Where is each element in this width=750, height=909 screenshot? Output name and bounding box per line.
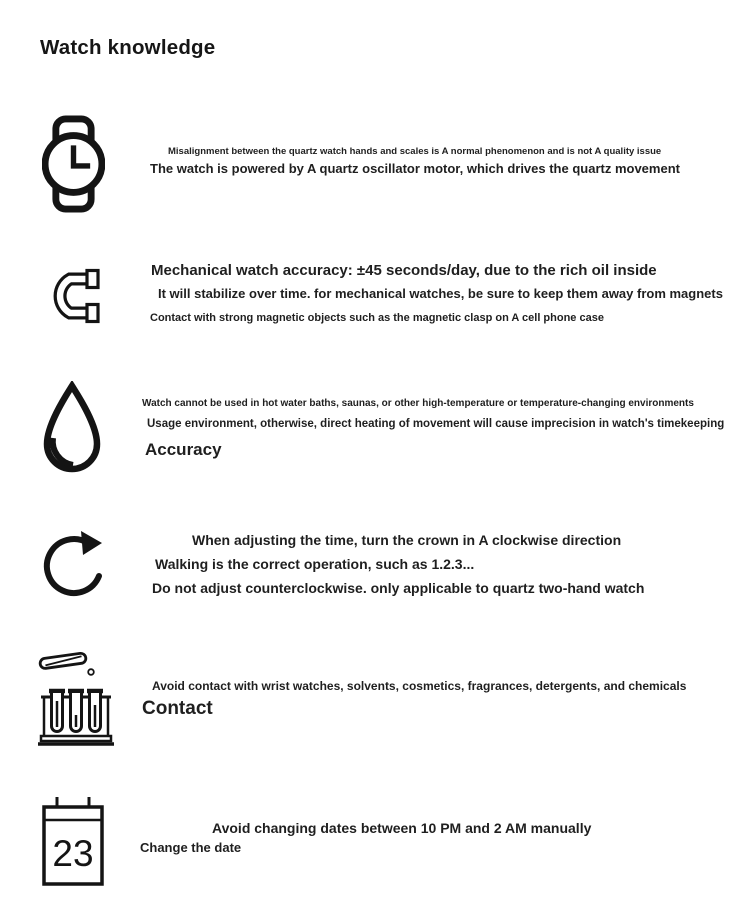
section-magnet-headline: Mechanical watch accuracy: ±45 seconds/day, due to the rich oil inside [151, 262, 657, 279]
watch-icon [42, 115, 105, 213]
section-movement-text: The watch is powered by A quartz oscillator motor, which drives the quartz movement [150, 161, 680, 176]
section-magnet-text: It will stabilize over time. for mechanical watches, be sure to keep them away from magnets [158, 286, 723, 301]
page-title: Watch knowledge [40, 36, 216, 59]
section-adjustment-headline: When adjusting the time, turn the crown in A clockwise direction [192, 532, 622, 548]
section-adjustment-note: Do not adjust counterclockwise. only applicable to quartz two-hand watch [152, 580, 645, 596]
section-temperature-text: Usage environment, otherwise, direct heating of movement will cause imprecision in watch's timekeeping [147, 418, 725, 430]
section-temperature-headline: Accuracy [145, 440, 222, 459]
section-chemicals-text: Avoid contact with wrist watches, solvents, cosmetics, fragrances, detergents, and chemicals [152, 679, 687, 693]
section-adjustment-text: Walking is the correct operation, such as 1.2.3... [155, 556, 475, 572]
calendar-day-number: 23 [52, 833, 94, 874]
section-movement-note: Misalignment between the quartz watch hands and scales is A normal phenomenon and is not A quality issue [168, 146, 662, 157]
magnet-icon [40, 266, 102, 326]
section-date-text: Change the date [140, 840, 242, 855]
water-drop-icon [38, 381, 106, 479]
clockwise-arrow-icon [38, 527, 106, 607]
section-temperature-note: Watch cannot be used in hot water baths, saunas, or other high-temperature or temperature-changing environments [142, 398, 694, 409]
section-chemicals-headline: Contact [142, 698, 213, 719]
calendar-icon [40, 794, 106, 888]
test-tubes-icon [38, 647, 114, 747]
section-date-headline: Avoid changing dates between 10 PM and 2 AM manually [212, 820, 592, 836]
section-magnet-note: Contact with strong magnetic objects such as the magnetic clasp on A cell phone case [150, 312, 604, 324]
